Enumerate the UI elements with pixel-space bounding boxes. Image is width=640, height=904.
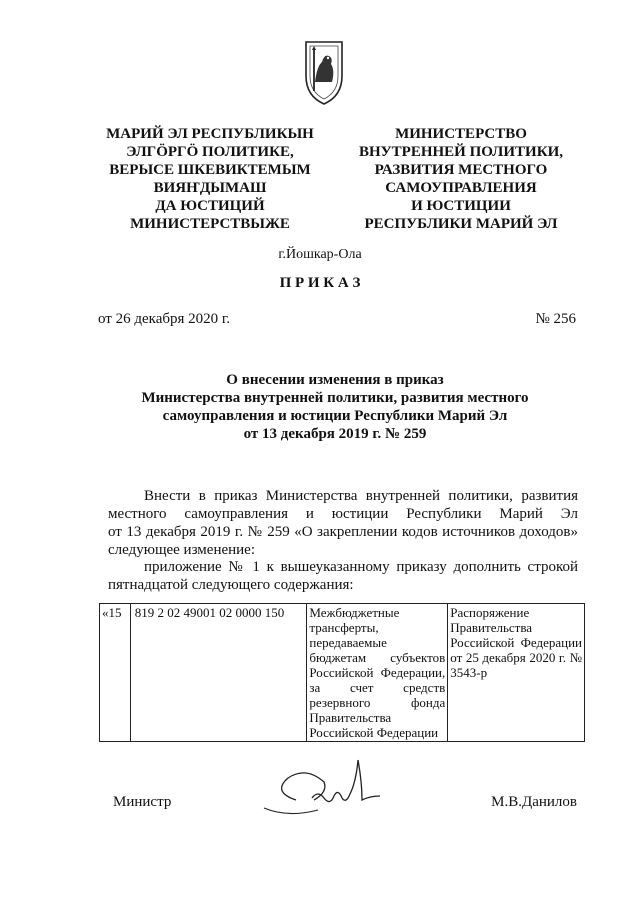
title-line: Министерства внутренней политики, развития местного bbox=[141, 390, 529, 406]
body-line: местного самоуправления и юстиции Республики Марий Эл bbox=[108, 506, 578, 522]
header-right-line: И ЮСТИЦИИ bbox=[411, 198, 511, 214]
title-line: от 13 декабря 2019 г. № 259 bbox=[243, 426, 427, 442]
signatory-name: М.В.Данилов bbox=[491, 794, 577, 810]
header-left-line: МАРИЙ ЭЛ РЕСПУБЛИКЫН bbox=[106, 126, 314, 142]
body-line: следующее изменение: bbox=[108, 542, 256, 558]
title-line: О внесении изменения в приказ bbox=[226, 372, 444, 388]
header-right-line: РЕСПУБЛИКИ МАРИЙ ЭЛ bbox=[364, 216, 558, 232]
body-paragraph-2 bbox=[108, 558, 578, 594]
header-left-line: ВЕРЫСЕ ШКЕВИКТЕМЫМ bbox=[109, 162, 311, 178]
header-left-line: ЭЛГÖРГÖ ПОЛИТИКЕ, bbox=[126, 144, 294, 160]
handwritten-signature bbox=[258, 752, 398, 832]
signatory-position: Министр bbox=[113, 794, 172, 810]
ministry-name-russian bbox=[350, 125, 572, 233]
header-right-line: САМОУПРАВЛЕНИЯ bbox=[385, 180, 537, 196]
body-line: Внести в приказ Министерства внутренней политики, развития bbox=[144, 488, 578, 504]
header-left-line: ДА ЮСТИЦИЙ bbox=[155, 198, 265, 214]
income-code-cell: 819 2 02 49001 02 0000 150 bbox=[130, 604, 307, 742]
table-row bbox=[100, 604, 585, 742]
body-line: от 13 декабря 2019 г. № 259 «О закреплении кодов источников доходов» bbox=[108, 524, 578, 540]
city: г.Йошкар-Ола bbox=[278, 247, 362, 262]
legal-basis-cell: Распоряжение Правительства Российской Федерации от 25 декабря 2020 г. № 3543-р bbox=[448, 604, 585, 742]
body-line: пятнадцатой следующего содержания: bbox=[108, 577, 354, 593]
row-number-cell: «15 bbox=[100, 604, 131, 742]
body-line: приложение № 1 к вышеуказанному приказу дополнить строкой bbox=[144, 559, 578, 575]
header-left-line: ВИЯҤДЫМАШ bbox=[153, 180, 267, 196]
header-left-line: МИНИСТЕРСТВЫЖЕ bbox=[130, 216, 290, 232]
document-date: от 26 декабря 2020 г. bbox=[98, 311, 231, 327]
header-right-line: РАЗВИТИЯ МЕСТНОГО bbox=[374, 162, 548, 178]
document-type: П Р И К А З bbox=[279, 275, 361, 291]
coat-of-arms-emblem bbox=[302, 36, 346, 106]
header-right-line: МИНИСТЕРСТВО bbox=[395, 126, 527, 142]
header-right-line: ВНУТРЕННЕЙ ПОЛИТИКИ, bbox=[358, 144, 563, 160]
document-title bbox=[100, 371, 570, 443]
income-name-cell: Межбюджетные трансферты, передаваемые бюджетам субъектов Российской Федерации, за счет средств резервного фонда Правительства Российской Федерации bbox=[307, 604, 448, 742]
document-number: № 256 bbox=[535, 311, 576, 327]
body-paragraph-1 bbox=[108, 487, 578, 559]
amendment-table bbox=[99, 603, 585, 742]
title-line: самоуправления и юстиции Республики Марий Эл bbox=[162, 408, 508, 424]
ministry-name-mari bbox=[100, 125, 320, 233]
